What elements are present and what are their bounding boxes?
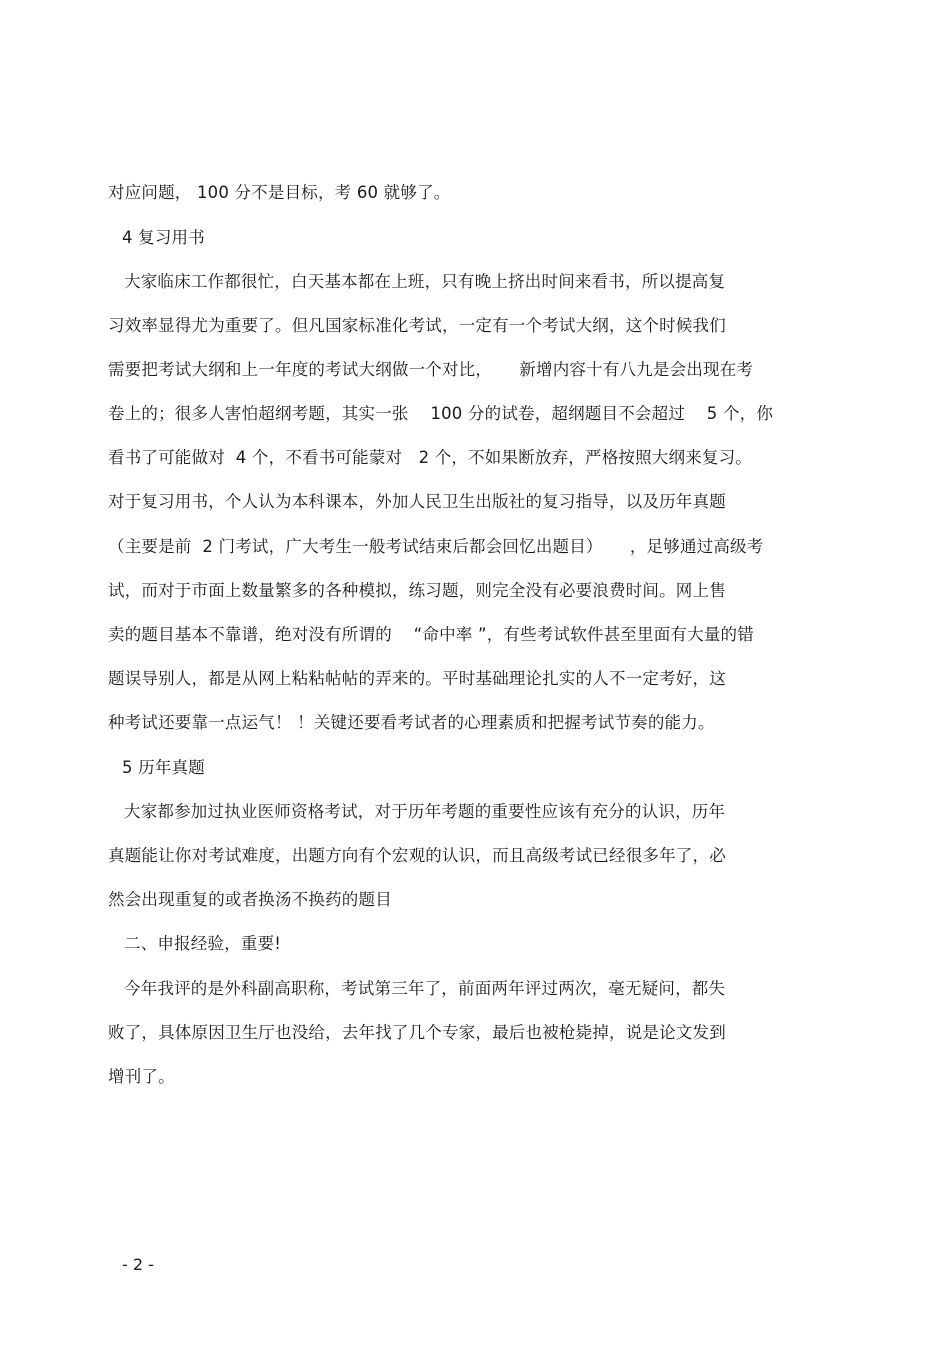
body-text-line: （主要是前 2 门考试，广大考生一般考试结束后都会回忆出题目） ，足够通过高级考 [108, 537, 764, 556]
body-text-line: 需要把考试大纲和上一年度的考试大纲做一个对比， 新增内容十有八九是会出现在考 [108, 360, 754, 379]
body-text-line: 对于复习用书，个人认为本科课本，外加人民卫生出版社的复习指导，以及历年真题 [108, 492, 726, 511]
body-text-line: 对应问题， 100 分不是目标，考 60 就够了。 [108, 183, 451, 202]
paragraph-first-line: 大家临床工作都很忙，白天基本都在上班，只有晚上挤出时间来看书，所以提高复 [124, 272, 726, 291]
body-text-line: 题误导别人，都是从网上粘粘帖帖的弄来的。平时基础理论扎实的人不一定考好，这 [108, 669, 726, 688]
body-text-line: 增刊了。 [108, 1067, 175, 1086]
body-text-line: 卖的题目基本不靠谱，绝对没有所谓的 “命中率 ”，有些考试软件甚至里面有大量的错 [108, 625, 754, 644]
page-number: - 2 - [122, 1255, 154, 1274]
section-heading: 5 历年真题 [122, 758, 205, 777]
section-heading: 二、申报经验，重要! [124, 934, 282, 953]
body-text-line: 真题能让你对考试难度，出题方向有个宏观的认识，而且高级考试已经很多年了，必 [108, 846, 726, 865]
body-text-line: 习效率显得尤为重要了。但凡国家标准化考试，一定有一个考试大纲，这个时候我们 [108, 316, 726, 335]
body-text-line: 卷上的；很多人害怕超纲考题，其实一张 100 分的试卷，超纲题目不会超过 5 个，你 [108, 404, 774, 423]
section-heading: 4 复习用书 [122, 228, 205, 247]
body-text-line: 试，而对于市面上数量繁多的各种模拟，练习题，则完全没有必要浪费时间。网上售 [108, 581, 726, 600]
body-text-line: 败了，具体原因卫生厅也没给，去年找了几个专家，最后也被枪毙掉，说是论文发到 [108, 1023, 726, 1042]
paragraph-first-line: 大家都参加过执业医师资格考试，对于历年考题的重要性应该有充分的认识，历年 [124, 802, 726, 821]
body-text-line: 看书了可能做对 4 个，不看书可能蒙对 2 个，不如果断放弃，严格按照大纲来复习。 [108, 448, 753, 467]
paragraph-first-line: 今年我评的是外科副高职称，考试第三年了，前面两年评过两次，毫无疑问，都失 [124, 979, 726, 998]
body-text-line: 种考试还要靠一点运气！ ！关键还要看考试者的心理素质和把握考试节奏的能力。 [108, 713, 715, 732]
body-text-line: 然会出现重复的或者换汤不换药的题目 [108, 890, 392, 909]
